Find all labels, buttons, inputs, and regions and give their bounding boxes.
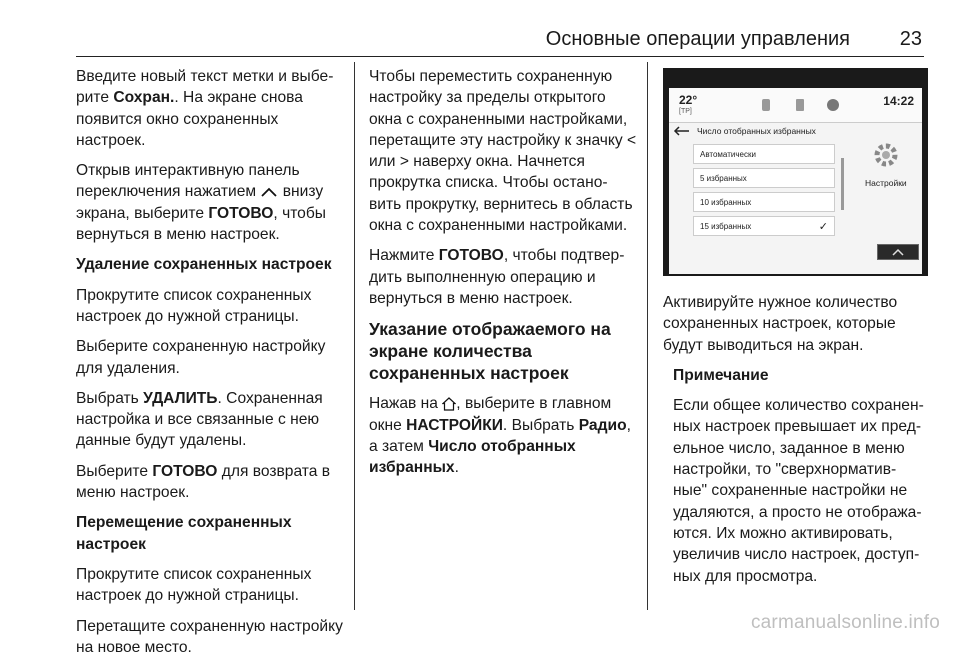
section-heading: Перемещение сохраненных настроек bbox=[76, 514, 292, 553]
section-heading: Удаление сохраненных настроек bbox=[76, 256, 332, 274]
paragraph: Прокрутите список сохраненных настроек до нужной страницы. bbox=[76, 286, 312, 325]
paragraph: Чтобы переместить сохраненную настройку за пределы открытого окна с сохраненными настройками, перетащите эту настройку к значку < или > наверху окна. Начнется прокрутка списка. Чтобы остано-вить прокрутку, вернитесь в область окна с сохраненными настройками. bbox=[369, 68, 637, 235]
column-3 bbox=[663, 292, 928, 596]
section-heading: Указание отображаемого на экране количества сохраненных настроек bbox=[369, 319, 611, 384]
paragraph: Выберите ГОТОВО для возврата в меню настроек. bbox=[76, 462, 331, 502]
note-heading: Примечание bbox=[673, 366, 769, 384]
paragraph: Перетащите сохраненную настройку на новое место. bbox=[76, 617, 343, 656]
paragraph: Выберите сохраненную настройку для удаления. bbox=[76, 338, 326, 377]
page-header bbox=[76, 26, 924, 57]
page-title: Основные операции управления bbox=[545, 28, 850, 50]
list-item: 5 избранных bbox=[693, 168, 835, 188]
paragraph: Открыв интерактивную панель переключения нажатием внизу экрана, выберите ГОТОВО, чтобы вернуться в меню настроек. bbox=[76, 162, 326, 244]
paragraph: Активируйте нужное количество сохраненных настроек, которые будут выводиться на экран. bbox=[663, 294, 898, 354]
info-icon bbox=[824, 96, 842, 114]
paragraph: Нажав на , выберите в главном окне НАСТРОЙКИ. Выбрать Радио, а затем Число отобранных избранных. bbox=[369, 395, 631, 477]
screen-display bbox=[669, 88, 922, 274]
clock-readout: 14:22 bbox=[883, 94, 914, 108]
column-2 bbox=[369, 66, 637, 487]
watermark: carmanualsonline.info bbox=[750, 612, 940, 633]
tp-indicator: [TP] bbox=[679, 108, 692, 115]
media-icon bbox=[791, 96, 809, 114]
paragraph: Выбрать УДАЛИТЬ. Сохраненная настройка и все связанные с нею данные будут удалены. bbox=[76, 389, 323, 450]
back-arrow-icon bbox=[673, 126, 691, 136]
page-number: 23 bbox=[899, 28, 922, 50]
note-block bbox=[663, 365, 928, 587]
list-title: Число отобранных избранных bbox=[697, 126, 816, 136]
gear-icon bbox=[869, 138, 903, 172]
settings-label: Настройки bbox=[865, 178, 907, 188]
paragraph: Введите новый текст метки и выбе-рите Сохран.. На экране снова появится окно сохраненных настроек. bbox=[76, 68, 334, 149]
phone-icon bbox=[757, 96, 775, 114]
list-item: Автоматически bbox=[693, 144, 835, 164]
chevron-up-icon bbox=[260, 186, 278, 198]
paragraph: Прокрутите список сохраненных настроек до нужной страницы. bbox=[76, 565, 312, 605]
note-text: Если общее количество сохранен-ных настроек превышает их пред-ельное число, заданное в меню настройки, то "сверхнорматив-ные" сохраненные настройки не удаляются, а просто не отобража-ются. Их можно активировать, увеличив число настроек, доступ-ных для просмотра. bbox=[673, 397, 924, 585]
list-item: 10 избранных bbox=[693, 192, 835, 212]
column-divider bbox=[647, 62, 648, 610]
infotainment-screen-illustration bbox=[663, 68, 928, 276]
column-1 bbox=[76, 66, 346, 667]
interaction-selector-bar bbox=[877, 244, 919, 260]
chevron-up-icon bbox=[878, 245, 918, 259]
screen-status-bar bbox=[669, 88, 922, 123]
scrollbar bbox=[841, 158, 844, 210]
temperature-readout: 22° bbox=[679, 93, 698, 107]
list-item-selected: 15 избранных ✓ bbox=[693, 216, 835, 236]
check-icon: ✓ bbox=[818, 221, 828, 233]
paragraph: Нажмите ГОТОВО, чтобы подтвер-дить выполненную операцию и вернуться в меню настроек. bbox=[369, 247, 625, 307]
column-divider bbox=[354, 62, 355, 610]
home-icon bbox=[442, 397, 456, 411]
